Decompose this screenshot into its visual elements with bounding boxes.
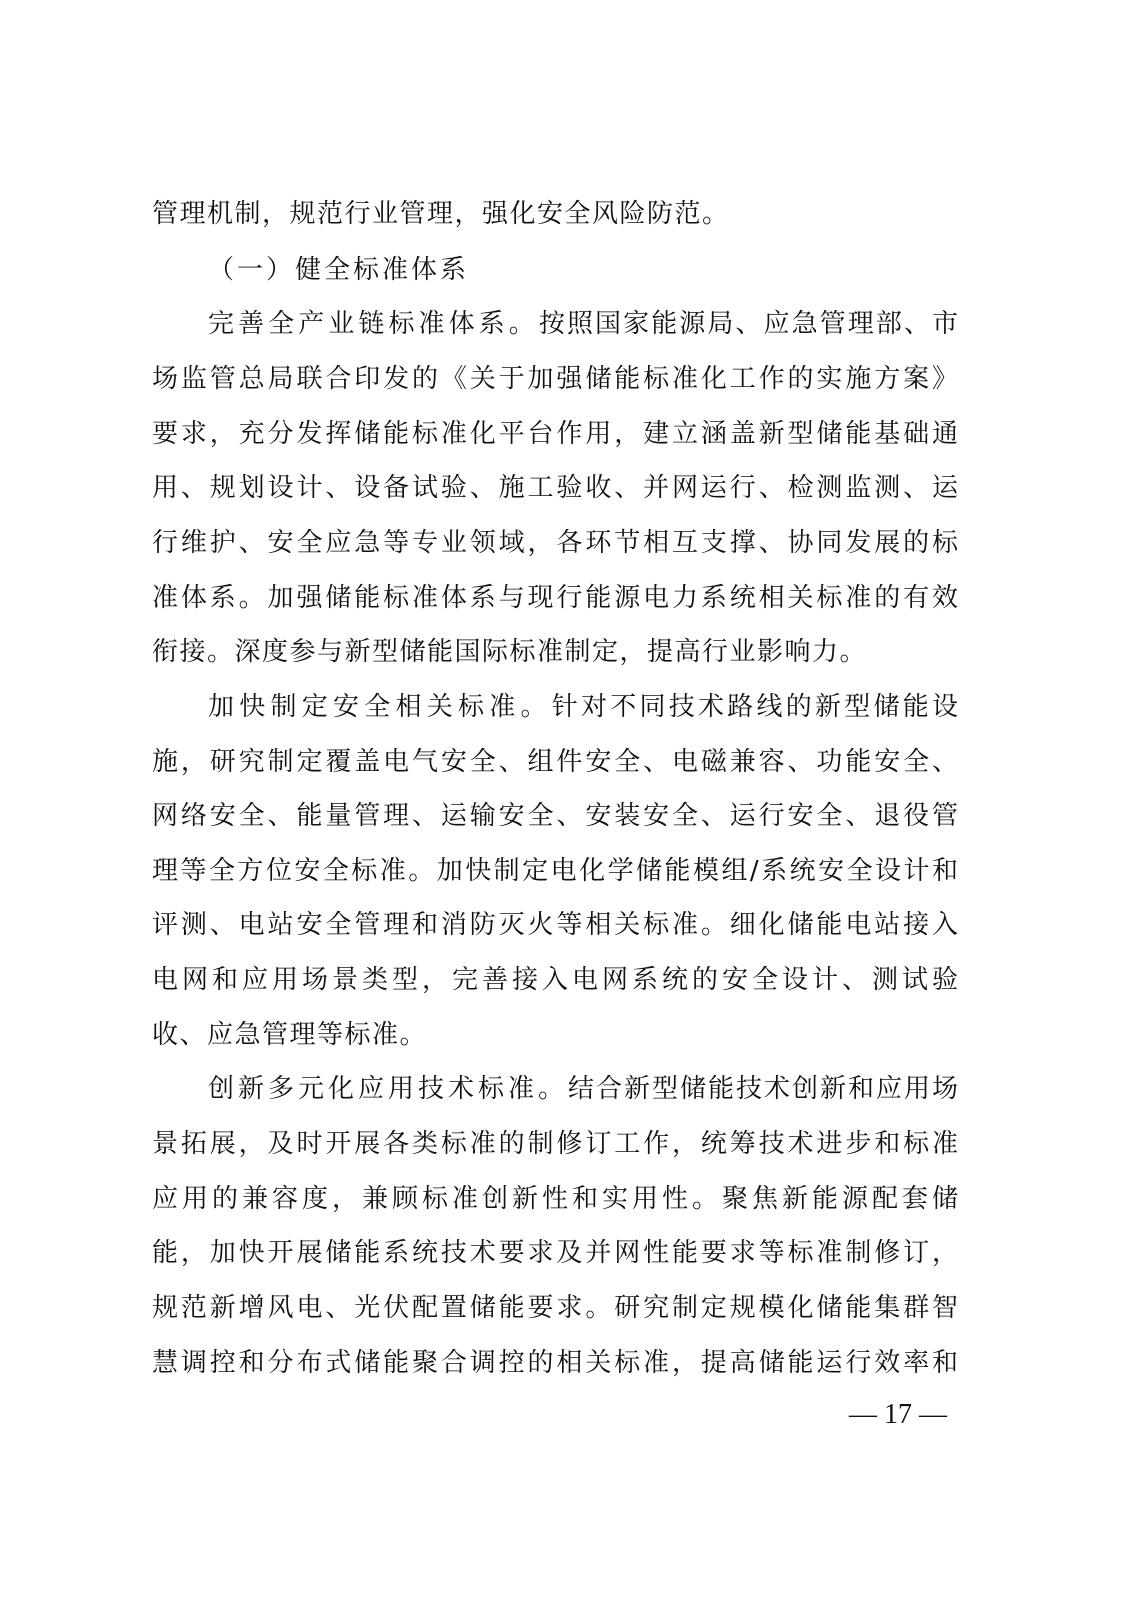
paragraph-2-line-3: 网络安全、能量管理、运输安全、安装安全、运行安全、退役管 <box>152 801 958 831</box>
paragraph-1-line-6: 准体系。加强储能标准体系与现行能源电力系统相关标准的有效 <box>152 583 958 613</box>
paragraph-3-line-2: 景拓展，及时开展各类标准的制修订工作，统筹技术进步和标准 <box>152 1129 958 1159</box>
paragraph-3-line-5: 规范新增风电、光伏配置储能要求。研究制定规模化储能集群智 <box>152 1293 958 1323</box>
page-number: — 17 — <box>849 1399 947 1430</box>
paragraph-1-first-line <box>208 306 958 342</box>
paragraph-3-first-line <box>208 1071 958 1107</box>
section-heading: （一）健全标准体系 <box>208 255 470 285</box>
paragraph-2-line-5: 评测、电站安全管理和消防灭火等相关标准。细化储能电站接入 <box>152 910 958 940</box>
paragraph-3-line-1: 结合新型储能技术创新和应用场 <box>568 1074 958 1104</box>
paragraph-1-line-7: 衔接。深度参与新型储能国际标准制定，提高行业影响力。 <box>152 637 868 667</box>
paragraph-1-line-1: 按照国家能源局、应急管理部、市 <box>538 309 958 339</box>
paragraph-1-lead: 完善全产业链标准体系。 <box>208 309 539 339</box>
paragraph-3-line-4: 能，加快开展储能系统技术要求及并网性能要求等标准制修订， <box>152 1238 958 1268</box>
intro-line: 管理机制，规范行业管理，强化安全风险防范。 <box>152 199 730 229</box>
paragraph-1-line-4: 用、规划设计、设备试验、施工验收、并网运行、检测监测、运 <box>152 473 958 503</box>
paragraph-2-line-6: 电网和应用场景类型，完善接入电网系统的安全设计、测试验 <box>152 965 958 995</box>
paragraph-2-lead: 加快制定安全相关标准。 <box>208 692 552 722</box>
paragraph-2-line-4: 理等全方位安全标准。加快制定电化学储能模组/系统安全设计和 <box>152 856 958 886</box>
paragraph-3-lead: 创新多元化应用技术标准。 <box>208 1074 568 1104</box>
paragraph-2-line-2: 施，研究制定覆盖电气安全、组件安全、电磁兼容、功能安全、 <box>152 747 958 777</box>
paragraph-3-line-3: 应用的兼容度，兼顾标准创新性和实用性。聚焦新能源配套储 <box>152 1184 958 1214</box>
paragraph-2-line-1: 针对不同技术路线的新型储能设 <box>551 692 958 722</box>
paragraph-1-line-2: 场监管总局联合印发的《关于加强储能标准化工作的实施方案》 <box>152 364 958 394</box>
paragraph-2-first-line <box>208 689 958 725</box>
paragraph-2-line-7: 收、应急管理等标准。 <box>152 1020 428 1050</box>
paragraph-1-line-5: 行维护、安全应急等专业领域，各环节相互支撑、协同发展的标 <box>152 528 958 558</box>
paragraph-1-line-3: 要求，充分发挥储能标准化平台作用，建立涵盖新型储能基础通 <box>152 419 958 449</box>
paragraph-3-line-6: 慧调控和分布式储能聚合调控的相关标准，提高储能运行效率和 <box>152 1348 958 1378</box>
